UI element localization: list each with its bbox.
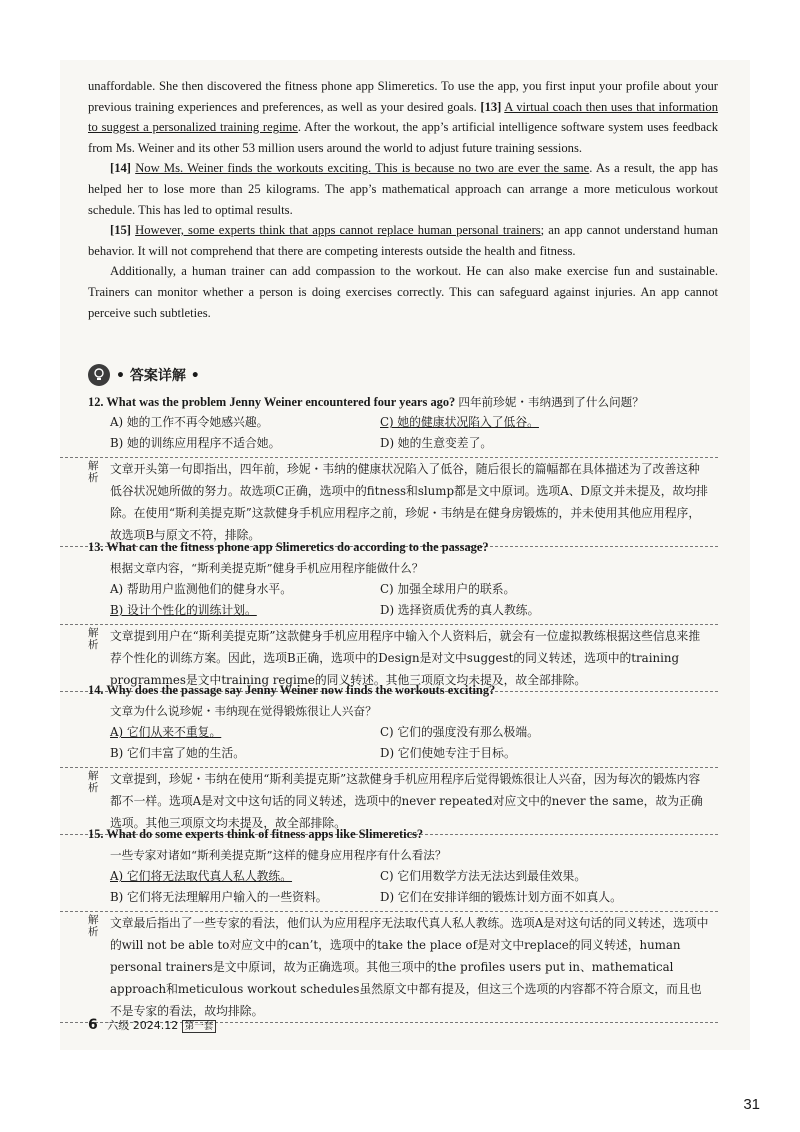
option-correct: B) 设计个性化的训练计划。 [110,603,257,617]
answer-section-header [88,363,200,387]
paragraph: [14] Now Ms. Weiner finds the workouts exciting. This is because no two are ever the same. As a result, the app has helped her to lose more than 25 kilograms. The app’s mathematical approach can arrange a more meticulous workout schedule. This has led to optimal results. [88,161,718,217]
explanation-text: 文章最后指出了一些专家的看法，他们认为应用程序无法取代真人私人教练。选项A是对这句话的同义转述，选项中的will not be able to对应文中的can’t，选项中的take the place of是对文中replace的同义转述，human personal trainers是文中原词，故为正确选项。其他三项中的the profiles users put in、mathematical approach和meticulous workout schedules虽然原文中都有提及，但这三个选项的内容都不符合原文，而且也不是专家的看法，故均排除。 [110,916,709,1018]
option-correct: C) 她的健康状况陷入了低谷。 [380,415,539,429]
paragraph: [15] However, some experts think that apps cannot replace human personal trainers; an app cannot understand human behavior. It will not comprehend that there are competing interests outside the health and fitness. [88,223,718,258]
option: D) 选择资质优秀的真人教练。 [380,603,540,617]
sheet-number: 31 [743,1096,760,1113]
question-title: 14. Why does the passage say Jenny Weiner now finds the workouts exciting? [88,683,496,697]
question-title: 13. What can the fitness phone app Slimeretics do according to the passage? [88,540,489,554]
question-12 [88,392,718,547]
footer-box-label: 第一套 [182,1020,217,1033]
question-zh: 一些专家对诸如“斯利美提克斯”这样的健身应用程序有什么看法？ [110,848,447,862]
explanation-text: 文章提到用户在“斯利美提克斯”这款健身手机应用程序中输入个人资料后，就会有一位虚拟教练根据这些信息来推荐个性化的训练方案。因此，选项B正确，选项中的Design是对文中suggest的同义转述，选项中的training programmes是文中training regime的同义转述。其他三项原文均未提及，故全部排除。 [110,629,701,687]
question-15 [88,824,718,1023]
underlined-sentence: Now Ms. Weiner finds the workouts exciting. This is because no two are ever the same [135,161,590,176]
options [110,722,718,764]
options [110,866,718,908]
explanation-box [60,457,718,547]
options [110,579,718,621]
option: D) 她的生意变差了。 [380,436,493,450]
option: D) 它们使她专注于目标。 [380,746,516,760]
question-13 [88,537,718,692]
question-title-zh: 四年前珍妮・韦纳遇到了什么问题？ [458,395,644,409]
question-14 [88,680,718,835]
paragraph: Additionally, a human trainer can add compassion to the workout. He can also make exercise fun and sustainable. Trainers can monitor whether a person is doing exercises correctly. This can safeguard against injuries. An app cannot perceive such subtleties. [88,264,718,320]
explanation-tag: 解 析 [88,627,99,651]
option: B) 它们丰富了她的生活。 [110,746,245,760]
underlined-sentence: A virtual coach then uses that information to suggest a personalized training regime [88,99,718,135]
explanation-box [60,911,718,1023]
explanation-text: 文章开头第一句即指出，四年前，珍妮・韦纳的健康状况陷入了低谷，随后很长的篇幅都在具体描述为了改善这种低谷状况她所做的努力。故选项C正确，选项中的fitness和slump都是文中原词。选项A、D原文并未提及，故均排除。在使用“斯利美提克斯”这款健身手机应用程序之前，珍妮・韦纳是在健身房锻炼的，并未使用其他应用程序，故选项B与原文不符，排除。 [110,462,708,542]
option: C) 加强全球用户的联系。 [380,582,516,596]
option: C) 它们用数学方法无法达到最佳效果。 [380,869,587,883]
underlined-sentence: However, some experts think that apps cannot replace human personal trainers [135,223,541,238]
explanation-tag: 解 析 [88,914,99,938]
explanation-text: 文章提到，珍妮・韦纳在使用“斯利美提克斯”这款健身手机应用程序后觉得锻炼很让人兴奋，因为每次的锻炼内容都不一样。选项A是对文中这句话的同义转述，选项中的never repeated对应文中的never the same，故为正确选项。其他三项原文均未提及，故全部排除。 [110,772,703,830]
explanation-tag: 解 析 [88,770,99,794]
option: D) 它们在安排详细的锻炼计划方面不如真人。 [380,890,622,904]
question-title: 12. What was the problem Jenny Weiner encountered four years ago? [88,395,456,409]
footer-text: 六级 2024.12 [107,1019,179,1032]
option: A) 她的工作不再令她感兴趣。 [110,415,269,429]
page-footer [88,1017,216,1033]
options [110,412,718,454]
marker: [15] [110,223,131,238]
option: B) 她的训练应用程序不适合她。 [110,436,281,450]
explanation-tag: 解 析 [88,460,99,484]
page-sheet [60,60,750,1050]
marker: [14] [110,161,131,176]
page-number: 6 [88,1017,98,1033]
marker: [13] [480,99,502,114]
question-zh: 文章为什么说珍妮・韦纳现在觉得锻炼很让人兴奋？ [110,704,377,718]
option: C) 它们的强度没有那么极端。 [380,725,539,739]
section-title: • 答案详解 • [116,368,200,384]
lightbulb-icon [88,364,110,386]
question-title: 15. What do some experts think of fitness apps like Slimeretics? [88,827,424,841]
question-zh: 根据文章内容，“斯利美提克斯”健身手机应用程序能做什么？ [110,561,424,575]
reading-passage [88,76,718,323]
option-correct: A) 它们从来不重复。 [110,725,222,739]
option-correct: A) 它们将无法取代真人私人教练。 [110,869,293,883]
paragraph: unaffordable. She then discovered the fitness phone app Slimeretics. To use the app, you first input your profile about your previous training experiences and preferences, as well as your desired goals. [13] A virtual coach then uses that information to suggest a personalized training regime. After the workout, the app’s artificial intelligence software system uses feedback from Ms. Weiner and its other 53 million users around the world to adjust future training sessions. [88,79,718,155]
option: B) 它们将无法理解用户输入的一些资料。 [110,890,328,904]
option: A) 帮助用户监测他们的健身水平。 [110,582,293,596]
